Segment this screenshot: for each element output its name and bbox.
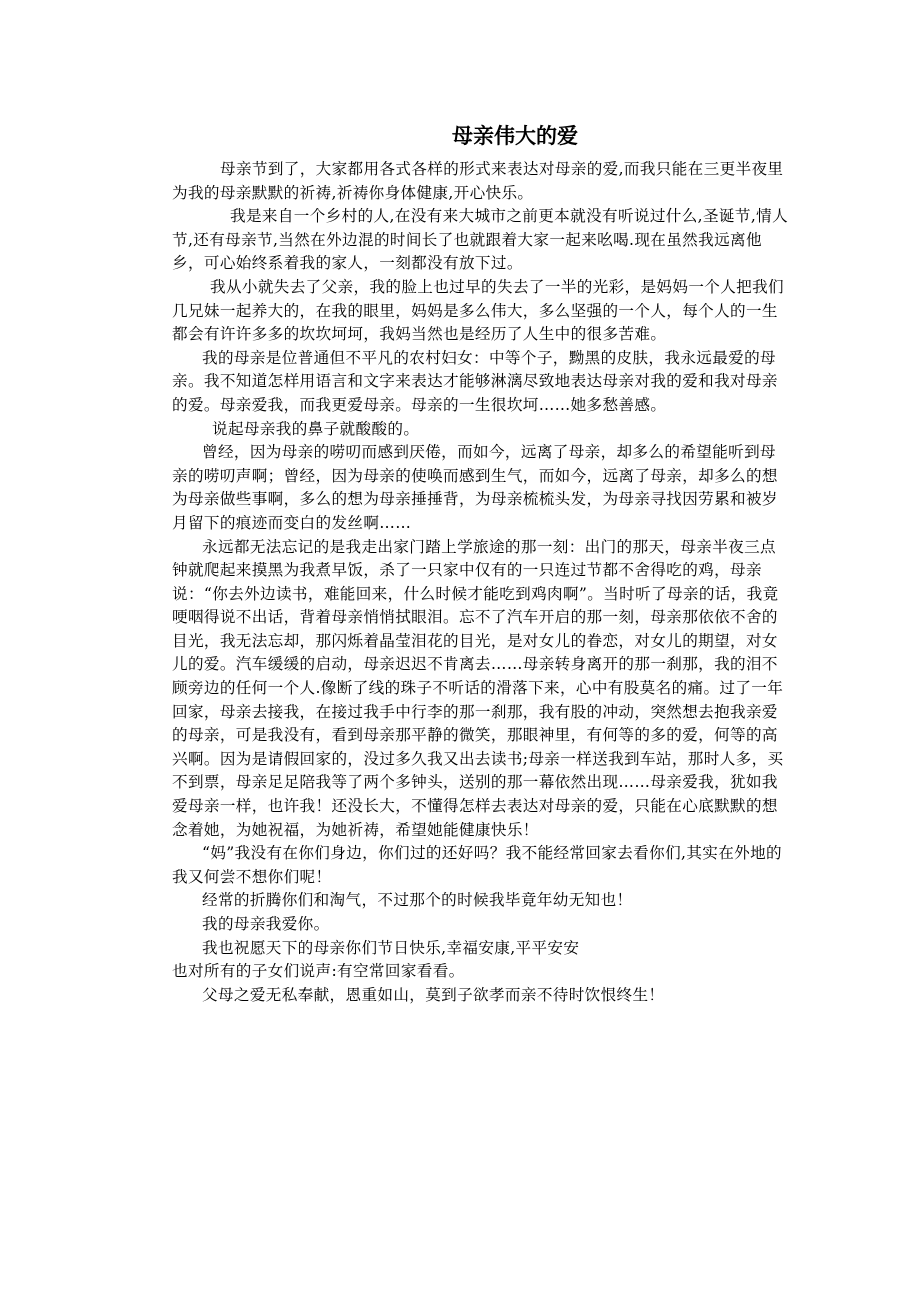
document-body bbox=[172, 158, 788, 1007]
paragraph-12: 也对所有的子女们说声:有空常回家看看。 bbox=[172, 962, 465, 981]
paragraph-2: 我是来自一个乡村的人,在没有来大城市之前更本就没有听说过什么,圣诞节,情人节,还有母亲节,当然在外边混的时间长了也就跟着大家一起来吆喝.现在虽然我远离他乡，可心始终系着我的家人，一刻都没有放下过。 bbox=[172, 207, 789, 273]
paragraph-9: 经常的折腾你们和淘气，不过那个的时候我毕竟年幼无知也！ bbox=[202, 891, 633, 910]
document-title: 母亲伟大的爱 bbox=[452, 124, 578, 148]
paragraph-8: “妈”我没有在你们身边，你们过的还好吗？我不能经常回家去看你们,其实在外地的我又何尝不想你们呢！ bbox=[172, 844, 782, 886]
paragraph-7: 永远都无法忘记的是我走出家门踏上学旅途的那一刻：出门的那天，母亲半夜三点钟就爬起来摸黑为我煮早饭，杀了一只家中仅有的一只连过节都不舍得吃的鸡，母亲说：“你去外边读书，难能回来，什么时候才能吃到鸡肉啊”。当时听了母亲的话，我竟哽咽得说不出话，背着母亲悄悄拭眼泪。忘不了汽车开启的那一刻，母亲那依依不舍的目光，我无法忘却，那闪烁着晶莹泪花的目光，是对女儿的眷恋，对女儿的期望，对女儿的爱。汽车缓缓的启动，母亲迟迟不肯离去……母亲转身离开的那一刹那，我的泪不顾旁边的任何一个人.像断了线的珠子不听话的滑落下来，心中有股莫名的痛。过了一年回家，母亲去接我，在接过我手中行李的那一刹那，我有股的冲动，突然想去抱我亲爱的母亲，可是我没有，看到母亲那平静的微笑，那眼神里，有何等的多的爱，何等的高兴啊。因为是请假回家的，没过多久我又出去读书;母亲一样送我到车站，那时人多，买不到票，母亲足足陪我等了两个多钟头，送别的那一幕依然出现……母亲爱我，犹如我爱母亲一样，也许我！还没长大，不懂得怎样去表达对母亲的爱，只能在心底默默的想念着她，为她祝福，为她祈祷，希望她能健康快乐！ bbox=[172, 537, 784, 839]
paragraph-4: 我的母亲是位普通但不平凡的农村妇女：中等个子，黝黑的皮肤，我永远最爱的母亲。我不知道怎样用语言和文字来表达才能够淋漓尽致地表达母亲对我的爱和我对母亲的爱。母亲爱我，而我更爱母亲。母亲的一生很坎坷……她多愁善感。 bbox=[172, 348, 778, 414]
paragraph-10: 我的母亲我爱你。 bbox=[202, 915, 330, 933]
paragraph-1: 母亲节到了，大家都用各式各样的形式来表达对母亲的爱,而我只能在三更半夜里为我的母亲默默的祈祷,祈祷你身体健康,开心快乐。 bbox=[172, 160, 784, 202]
paragraph-11: 我也祝愿天下的母亲你们节日快乐,幸福安康,平平安安 bbox=[202, 938, 580, 957]
paragraph-5: 说起母亲我的鼻子就酸酸的。 bbox=[212, 419, 420, 438]
paragraph-6: 曾经，因为母亲的唠叨而感到厌倦，而如今，远离了母亲，却多么的希望能听到母亲的唠叨声啊；曾经，因为母亲的使唤而感到生气，而如今，远离了母亲，却多么的想为母亲做些事啊，多么的想为母亲捶捶背，为母亲梳梳头发，为母亲寻找因劳累和被岁月留下的痕迹而变白的发丝啊…… bbox=[172, 443, 778, 532]
paragraph-13: 父母之爱无私奉献，恩重如山，莫到子欲孝而亲不待时饮恨终生！ bbox=[202, 985, 665, 1004]
paragraph-3: 我从小就失去了父亲，我的脸上也过早的失去了一半的光彩，是妈妈一个人把我们几兄妹一起养大的，在我的眼里，妈妈是多么伟大，多么坚强的一个人，每个人的一生都会有许许多多的坎坎坷坷，我妈当然也是经历了人生中的很多苦难。 bbox=[172, 277, 784, 344]
